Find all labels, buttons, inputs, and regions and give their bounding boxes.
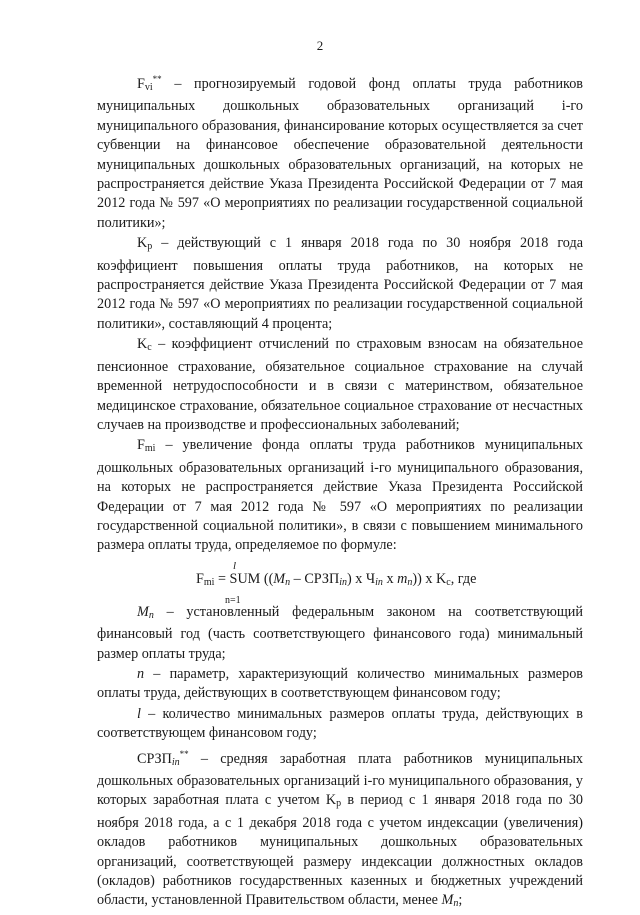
paragraph-mn: $M_n$ – установленный федеральным законом на соответствующий финансовый год (часть соответствующего финансового года) минимальный размер оплаты труда; — [97, 603, 583, 662]
page-number: 2 — [316, 38, 324, 53]
document-body — [97, 70, 583, 915]
paragraph-fvi: $F_{vi}^{**}$ – прогнозируемый годовой фонд оплаты труда работников муниципальных дошкольных образовательных организаций i-го муниципального образования, финансирование которых осуществляется за счет субвенции на финансовое обеспечение образовательной деятельности муниципальных дошкольных образовательных организаций, на которых не распространяется действие Указа Президента Российской Федерации от 7 мая 2012 года № 597 «О мероприятиях по реализации государственной социальной политики»; — [97, 74, 584, 231]
paragraph-kp: $K_р$ – действующий с 1 января 2018 года по 30 ноября 2018 года коэффициент повышения оплаты труда работников, на которых не распространяется действие Указа Президента Российской Федерации от 7 мая 2012 года № 597 «О мероприятиях по реализации государственной социальной политики», составляющий 4 процента; — [97, 235, 584, 332]
formula-fmi — [97, 557, 583, 606]
paragraph-kc: $K_с$ – коэффициент отчислений по страховым взносам на обязательное пенсионное страхование, обязательное социальное страхование на случай временной нетрудоспособности и в связи с материнством, обязательное медицинское страхование, обязательное социальное страхование от несчастных случаев на производстве и профессиональных заболеваний; — [97, 336, 583, 433]
symbol-f: F — [137, 76, 145, 92]
paragraph-srzp: $СРЗП_{in}^{**}$ – средняя заработная плата работников муниципальных дошкольных образовательных организаций i-го муниципального образования, у которых заработная плата с учетом $K_р$ в период с 1 января 2018 года по 30 ноября 2018 года, а с 1 декабря 2018 года с учетом индексации (увеличения) окладов работников муниципальных дошкольных образовательных организаций, соответствующей размеру индексации должностных окладов (окладов) работников государственных казенных и бюджетных учреждений области, установленной Правительством области, менее $M_n$; — [97, 748, 584, 910]
paragraph-l: l – количество минимальных размеров оплаты труда, действующих в соответствующем финансовом году; — [97, 705, 584, 742]
paragraph-n: n – параметр, характеризующий количество минимальных размеров оплаты труда, действующих в соответствующем финансовом году; — [97, 665, 583, 702]
formula-lower-limit: n=1 — [225, 594, 241, 606]
paragraph-fmi: $F_{mi}$ – увеличение фонда оплаты труда работников муниципальных дошкольных образовательных организаций i-го муниципального образования, на которых не распространяется действие Указа Президента Российской Федерации от 7 мая 2012 года № 597 «О мероприятиях по реализации государственной социальной политики», в связи с повышением минимального размера оплаты труда, определяемое по формуле: — [97, 437, 583, 554]
formula-upper-limit: l — [233, 559, 237, 572]
formula-expression: $F_{mi}$ = SUM (($M_n$ – $СРЗП_{in}$) x $Ч_{in}$ x $m_n$)) x $K_c$, где — [196, 570, 477, 588]
